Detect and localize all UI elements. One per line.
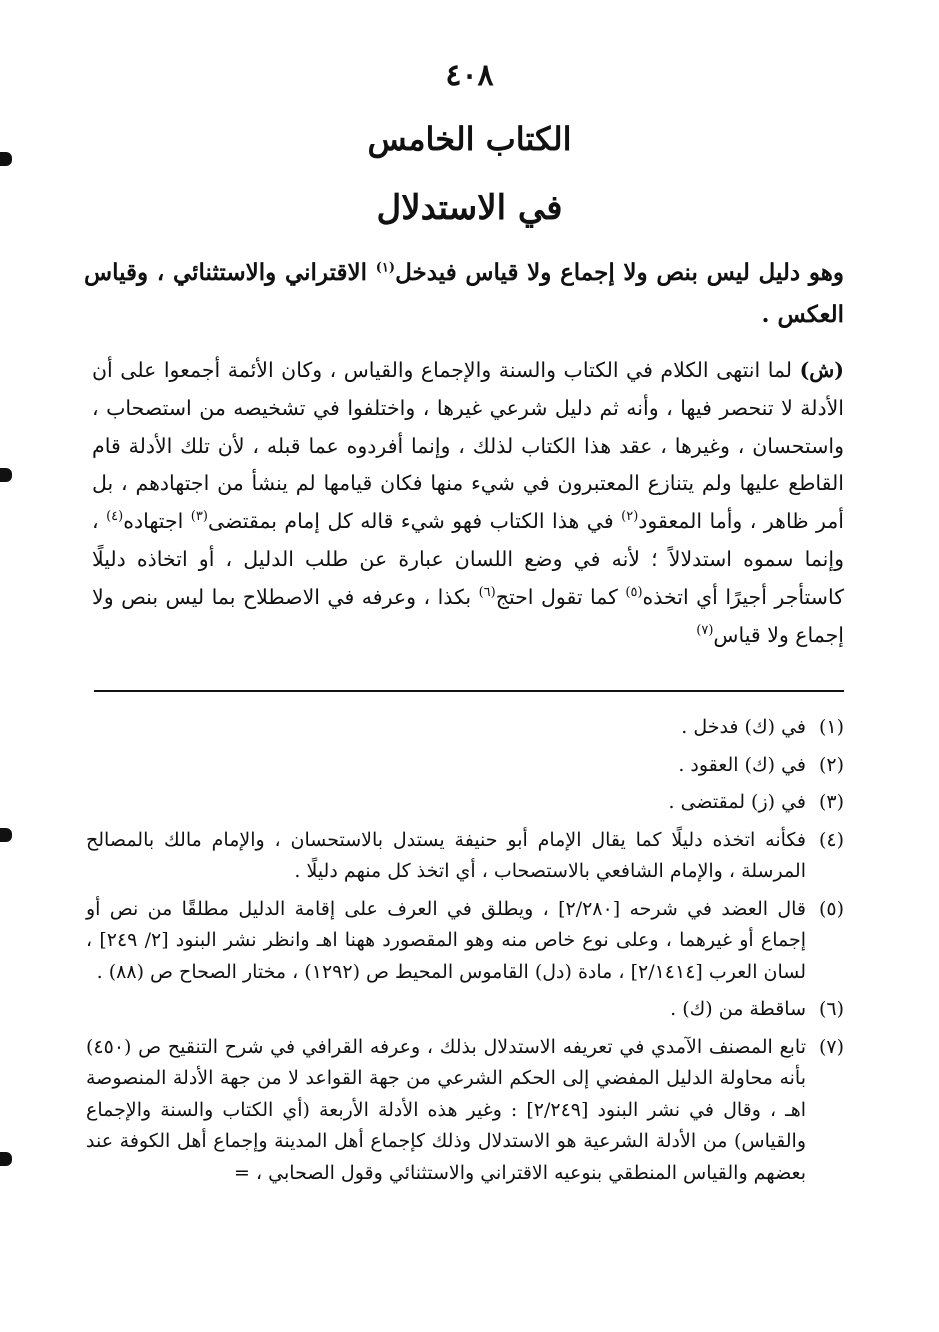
footnote-5 bbox=[86, 894, 844, 989]
footnote-ref: (٤) bbox=[106, 509, 124, 525]
footnote-3 bbox=[86, 787, 844, 819]
footnote-text: تابع المصنف الآمدي في تعريفه الاستدلال بذلك ، وعرفه القرافي في شرح التنقيح ص (٤٥٠) بأنه محاولة الدليل المفضي إلى الحكم الشرعي من جهة القواعد لا من جهة الأدلة المنصوصة اهـ ، وقال في نشر البنود [٢/٢٤٩] : وغير هذه الأدلة الأربعة (أي الكتاب والسنة والإجماع والقياس) من الأدلة الشرعية هو الاستدلال وذلك كإجماع أهل المدينة وإجماع أهل الكوفة عند بعضهم والقياس المنطقي بنوعيه الاقتراني والاستثنائي وقول الصحابي ، = bbox=[86, 1035, 807, 1184]
footnote-4 bbox=[86, 825, 844, 888]
footnote-text: قال العضد في شرحه [٢/٢٨٠] ، ويطلق في العرف على إقامة الدليل مطلقًا من نص أو إجماع أو غيرهما ، وعلى نوع خاص منه وهو المقصورد ههنا اهـ وانظر نشر البنود [٢/ ٢٤٩] ، لسان العرب [٢/١٤١٤] ، مادة (دل) القاموس المحيط ص (١٢٩٢) ، مختار الصحاح ص (٨٨) . bbox=[86, 897, 806, 983]
footnote-ref: (١) bbox=[375, 260, 396, 276]
main-text-part: وهو دليل ليس بنص ولا إجماع ولا قياس فيدخل bbox=[395, 259, 844, 286]
commentary-text: كما تقول احتج bbox=[495, 584, 626, 609]
footnotes bbox=[86, 712, 844, 1195]
commentary-text: بكذا ، وعرفه في الاصطلاح بما ليس بنص ولا إجماع ولا قياس bbox=[92, 584, 844, 647]
footnote-number: (٢) bbox=[818, 753, 844, 776]
commentary-paragraph bbox=[92, 352, 844, 654]
page-number: ٤٠٨ bbox=[445, 58, 494, 93]
footnote-ref: (٧) bbox=[696, 622, 714, 638]
commentary-text: ، وإنما سموه استدلالاً ؛ لأنه في وضع اللسان عبارة عن طلب الدليل ، أو اتخاذه دليلًا كاستأجر أجيرًا أي اتخذه bbox=[92, 509, 844, 609]
footnote-ref: (٢) bbox=[621, 509, 639, 525]
footnote-number: (٣) bbox=[818, 791, 844, 813]
footnote-text: في (ز) لمقتضى . bbox=[668, 791, 806, 813]
footnote-ref: (٥) bbox=[625, 584, 643, 600]
footnote-number: (٤) bbox=[818, 828, 844, 851]
book-title: الكتاب الخامس bbox=[367, 120, 572, 158]
chapter-title: في الاستدلال bbox=[376, 188, 563, 228]
footnote-text: ساقطة من (ك) . bbox=[670, 998, 806, 1020]
commentary-text: في هذا الكتاب فهو شيء قاله كل إمام بمقتضى bbox=[207, 509, 622, 534]
footnote-text: فكأنه اتخذه دليلًا كما يقال الإمام أبو حنيفة يستدل بالاستحسان ، والإمام مالك بالمصالح المرسلة ، والإمام الشافعي بالاستصحاب ، أي اتخذ كل منهم دليلًا . bbox=[86, 828, 806, 882]
footnote-ref: (٣) bbox=[190, 509, 208, 525]
footnote-text: في (ك) فدخل . bbox=[681, 716, 806, 738]
footnote-divider bbox=[94, 690, 844, 692]
binding-hole-mark bbox=[0, 1152, 12, 1166]
main-text bbox=[84, 252, 844, 336]
footnote-1 bbox=[86, 712, 844, 744]
commentary-text: لما انتهى الكلام في الكتاب والسنة والإجماع والقياس ، وكان الأئمة أجمعوا على أن الأدلة لا تنحصر فيها ، وأنه ثم دليل شرعي غيرها ، واختلفوا في تشخيصه من استصحاب ، واستحسان ، وغيرها ، عقد هذا الكتاب لذلك ، وإنما أفردوه عما قبله ، لأن تلك الأدلة قام القاطع عليها ولم يتنازع المعتبرون في شيء منها فكان قيامها لم ينشأ من اجتهادهم ، بل أمر ظاهر ، وأما المعقود bbox=[92, 358, 844, 534]
commentary-text: اجتهاده bbox=[123, 509, 191, 534]
footnote-number: (٦) bbox=[818, 998, 844, 1020]
footnote-number: (٧) bbox=[818, 1035, 844, 1058]
footnote-number: (٥) bbox=[818, 897, 844, 920]
main-text-part: الاقتراني والاستثنائي ، وقياس العكس . bbox=[84, 259, 844, 328]
footnote-text: في (ك) العقود . bbox=[678, 753, 806, 776]
binding-hole-mark bbox=[0, 468, 12, 482]
footnote-6 bbox=[86, 994, 844, 1026]
footnote-2 bbox=[86, 750, 844, 782]
footnote-number: (١) bbox=[818, 716, 844, 738]
commentary-mark: (ش) bbox=[799, 358, 844, 382]
binding-hole-mark bbox=[0, 828, 12, 842]
footnote-ref: (٦) bbox=[478, 584, 496, 600]
footnote-7 bbox=[86, 1032, 844, 1190]
